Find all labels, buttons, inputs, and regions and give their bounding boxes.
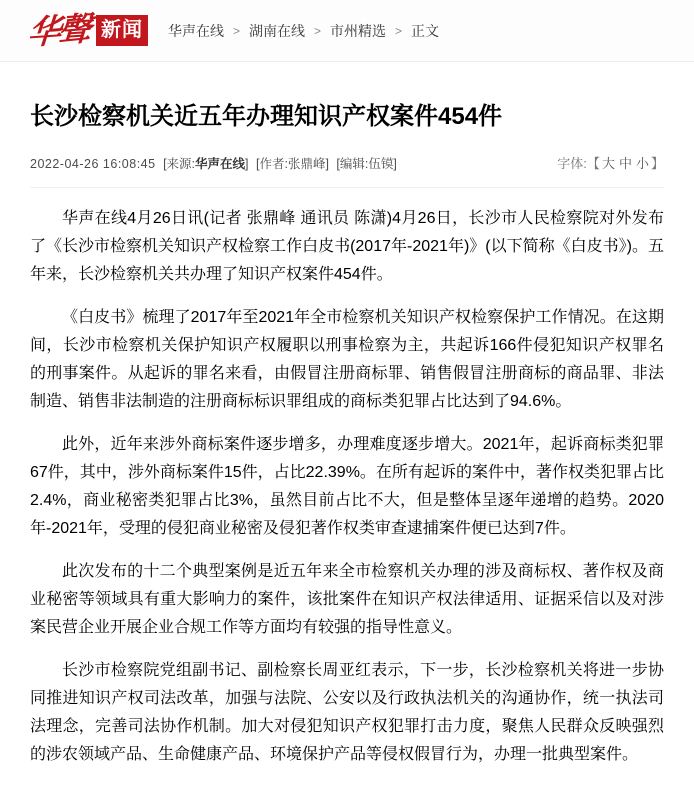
article-title: 长沙检察机关近五年办理知识产权案件454件 <box>30 103 503 130</box>
meta-source-suffix: ] <box>245 157 249 172</box>
breadcrumb-item-huasheng-online[interactable]: 华声在线 <box>168 22 224 39</box>
logo-calligraphy: 华聲 <box>26 8 90 53</box>
breadcrumb-item-hunan-online[interactable]: 湖南在线 <box>249 22 306 39</box>
meta-author: [作者:张鼎峰] <box>256 157 329 172</box>
article-body <box>30 205 664 794</box>
article-paragraph: 长沙市检察院党组副书记、副检察长周亚红表示，下一步，长沙检察机关将进一步协同推进知识产权司法改革，加强与法院、公安以及行政执法机关的沟通协作，统一执法司法理念，完善司法协作机制。加大对侵犯知识产权犯罪打击力度，聚焦人民群众反映强烈的涉农领域产品、生命健康产品、环境保护产品等侵权假冒行为，办理一批典型案件。 <box>30 662 664 764</box>
font-size-bracket-open: 【 <box>586 156 600 172</box>
breadcrumb <box>168 21 439 41</box>
meta-editor: [编辑:伍镆] <box>336 157 397 172</box>
breadcrumb-separator-icon: > <box>233 23 241 38</box>
article-paragraph: 《白皮书》梳理了2017年至2021年全市检察机关知识产权检察保护工作情况。在这期间，长沙市检察机关保护知识产权履职以刑事检察为主，共起诉166件侵犯知识产权罪名的刑事案件。从起诉的罪名来看，由假冒注册商标罪、销售假冒注册商标的商品罪、非法制造、销售非法制造的注册商标标识罪组成的商标类犯罪占比达到了94.6%。 <box>30 309 664 411</box>
meta-source <box>163 157 248 171</box>
publish-datetime: 2022-04-26 16:08:45 <box>30 157 156 172</box>
font-size-label: 字体: <box>557 156 587 172</box>
font-size-medium-button[interactable]: 中 <box>618 156 632 172</box>
article-meta-row <box>30 153 664 188</box>
font-size-bracket-close: 】 <box>650 156 664 172</box>
logo-news-badge: 新闻 <box>96 15 148 46</box>
article-meta <box>30 154 401 172</box>
breadcrumb-item-city-selection[interactable]: 市州精选 <box>330 22 387 39</box>
meta-source-prefix: [来源: <box>163 157 196 172</box>
font-size-widget <box>557 153 664 172</box>
article-content <box>0 101 694 794</box>
meta-source-name: 华声在线 <box>195 157 246 172</box>
font-size-small-button[interactable]: 小 <box>635 156 649 172</box>
font-size-large-button[interactable]: 大 <box>601 156 615 172</box>
article-paragraph: 此次发布的十二个典型案例是近五年来全市检察机关办理的涉及商标权、著作权及商业秘密等领域具有重大影响力的案件，该批案件在知识产权法律适用、证据采信以及对涉案民营企业开展企业合规工作等方面均有较强的指导性意义。 <box>30 563 664 637</box>
article-paragraph: 华声在线4月26日讯(记者 张鼎峰 通讯员 陈潇)4月26日，长沙市人民检察院对外发布了《长沙市检察机关知识产权检察工作白皮书(2017年-2021年)》(以下简称《白皮书》)。五年来，长沙检察机关共办理了知识产权案件454件。 <box>30 210 664 284</box>
site-logo[interactable] <box>26 8 148 53</box>
breadcrumb-separator-icon: > <box>314 23 322 38</box>
site-header <box>0 0 694 62</box>
breadcrumb-separator-icon: > <box>395 23 403 38</box>
article-paragraph: 此外，近年来涉外商标案件逐步增多，办理难度逐步增大。2021年，起诉商标类犯罪67件，其中，涉外商标案件15件，占比22.39%。在所有起诉的案件中，著作权类犯罪占比2.4%，商业秘密类犯罪占比3%，虽然目前占比不大，但是整体呈逐年递增的趋势。2020年-2021年，受理的侵犯商业秘密及侵犯著作权类审查逮捕案件便已达到7件。 <box>30 436 664 538</box>
breadcrumb-item-current-article: 正文 <box>411 22 440 39</box>
